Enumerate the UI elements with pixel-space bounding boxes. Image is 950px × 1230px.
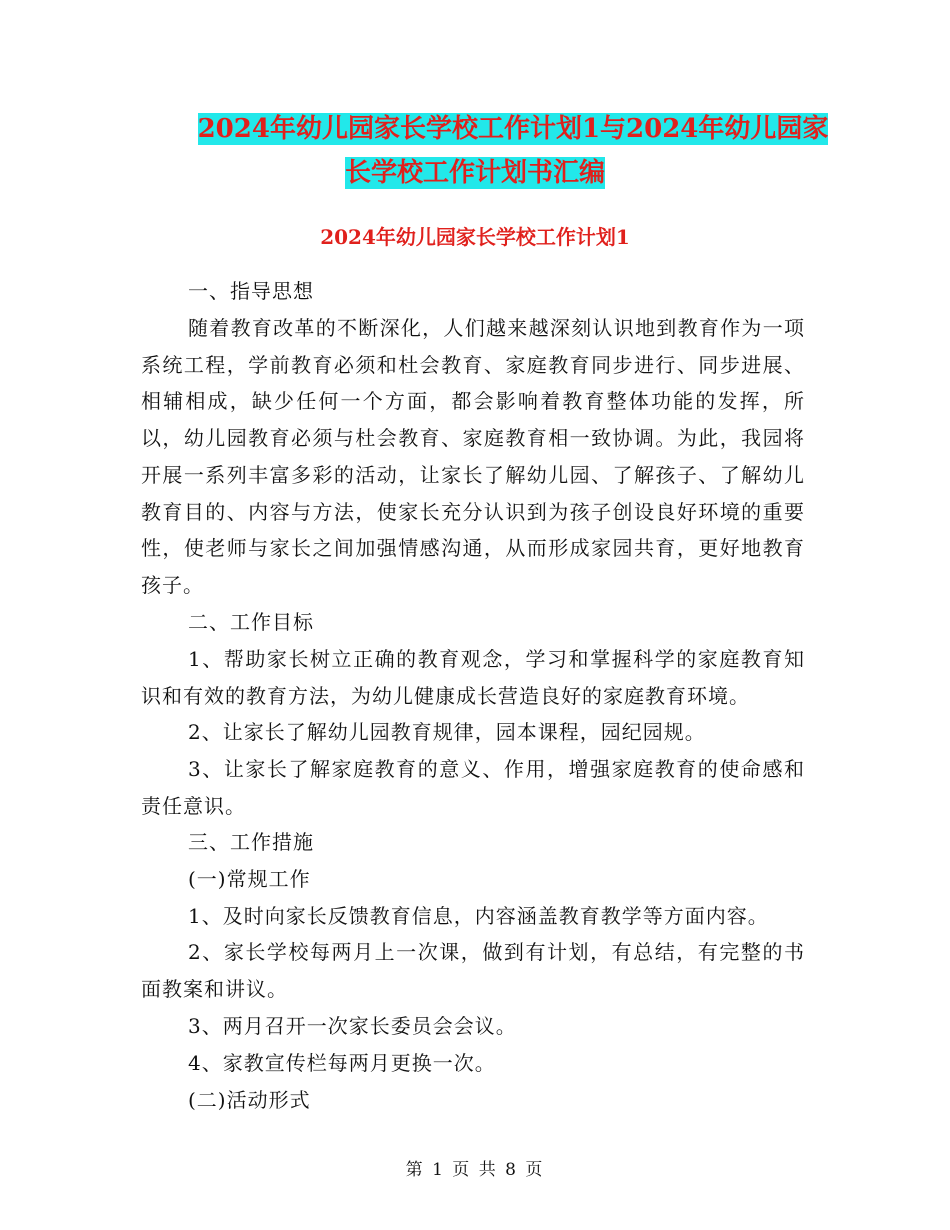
page-footer: 第 1 页 共 8 页 xyxy=(405,1160,545,1180)
paragraph-routine-3: 3、两月召开一次家长委员会会议。 xyxy=(188,1014,517,1038)
paragraph-routine-2: 2、家长学校每两月上一次课，做到有计划，有总结，有完整的书面教案和讲议。 xyxy=(141,940,805,1001)
section-title: 2024年幼儿园家长学校工作计划1 xyxy=(320,225,630,249)
paragraph-goal-1: 1、帮助家长树立正确的教育观念，学习和掌握科学的家庭教育知识和有效的教育方法，为幼儿健康成长营造良好的家庭教育环境。 xyxy=(141,647,805,708)
heading-guiding-thought: 一、指导思想 xyxy=(188,279,314,303)
paragraph-guiding-thought: 随着教育改革的不断深化，人们越来越深刻认识地到教育作为一项系统工程，学前教育必须和杜会教育、家庭教育同步进行、同步进展、相辅相成，缺少任何一个方面，都会影响着教育整体功能的发挥，所以，幼儿园教育必须与杜会教育、家庭教育相一致协调。为此，我园将开展一系列丰富多彩的活动，让家长了解幼儿园、了解孩子、了解幼儿教育目的、内容与方法，使家长充分认识到为孩子创设良好环境的重要性，使老师与家长之间加强情感沟通，从而形成家园共育，更好地教育孩子。 xyxy=(141,316,805,597)
heading-activity-forms: (二)活动形式 xyxy=(188,1088,311,1112)
paragraph-goal-2: 2、让家长了解幼儿园教育规律，园本课程，园纪园规。 xyxy=(188,720,706,744)
paragraph-goal-3: 3、让家长了解家庭教育的意义、作用，增强家庭教育的使命感和责任意识。 xyxy=(141,757,805,818)
document-title-line-1: 2024年幼儿园家长学校工作计划1与2024年幼儿园家 xyxy=(197,114,829,144)
paragraph-routine-4: 4、家教宣传栏每两月更换一次。 xyxy=(188,1051,496,1075)
document-title-line-2: 长学校工作计划书汇编 xyxy=(344,158,605,188)
paragraph-routine-1: 1、及时向家长反馈教育信息，内容涵盖教育教学等方面内容。 xyxy=(188,904,769,928)
heading-work-measures: 三、工作措施 xyxy=(188,830,314,854)
heading-routine-work: (一)常规工作 xyxy=(188,867,311,891)
heading-work-goals: 二、工作目标 xyxy=(188,610,314,634)
